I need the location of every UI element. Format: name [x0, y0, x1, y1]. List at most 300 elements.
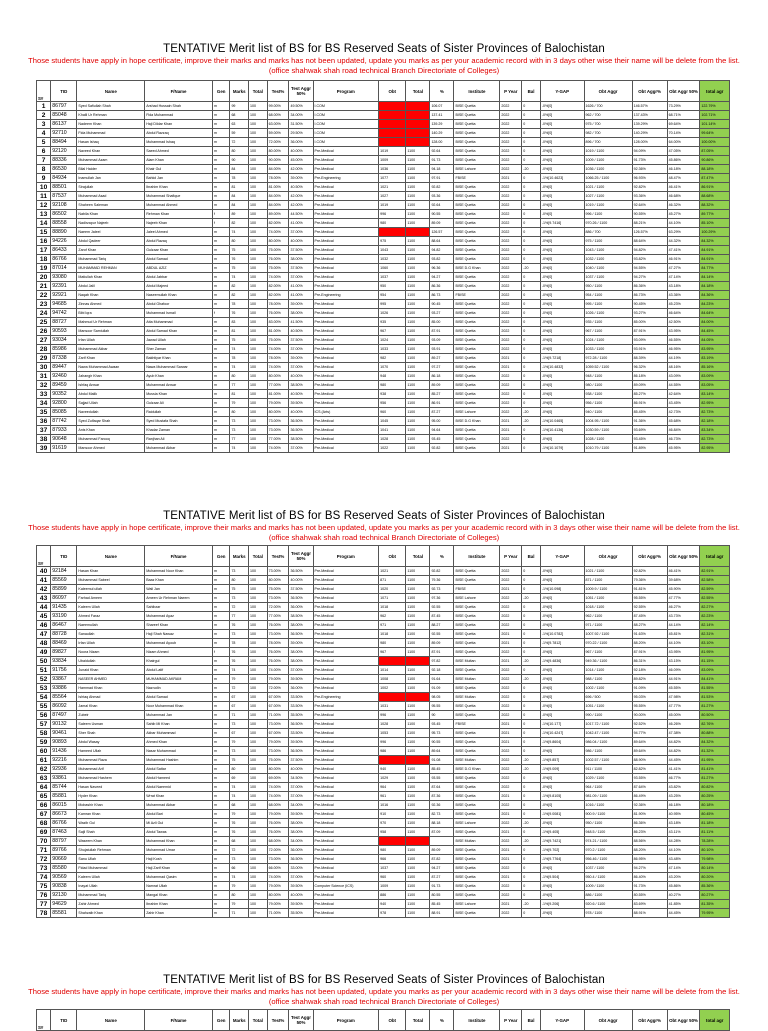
serial-cell: 45: [37, 612, 51, 621]
cell-tid: 86137: [51, 120, 77, 129]
cell-pct: 93.45: [430, 720, 454, 729]
cell-py: 2022: [500, 147, 522, 156]
cell-prog: Pre-Medical: [313, 381, 379, 390]
cell-oa50: 43.82%: [667, 783, 700, 792]
cell-marks: 76: [230, 828, 249, 837]
cell-inst: BISE Quetta: [454, 129, 500, 138]
cell-name: Muhammad Arif: [77, 765, 145, 774]
cell-obt: 1022: [379, 444, 406, 453]
cell-marks: 76: [230, 309, 249, 318]
cell-total: 100: [249, 567, 268, 576]
cell-ygap: -0%[0]: [540, 237, 584, 246]
cell-name: Abdul Wasay: [77, 738, 145, 747]
table-row: [37, 309, 730, 318]
cell-inst: BISE Quetta: [454, 612, 500, 621]
cell-testagr: 40.00%: [289, 408, 313, 417]
cell-ta: 82.76%: [700, 720, 730, 729]
cell-bal: 0: [522, 666, 541, 675]
cell-tot: 1100: [406, 648, 430, 657]
cell-oa: 1021 / 1100: [584, 567, 632, 576]
cell-total: 100: [249, 237, 268, 246]
cell-tid: 88501: [51, 183, 77, 192]
cell-tot: 1100: [406, 855, 430, 864]
cell-ygap: -0%[0]: [540, 228, 584, 237]
cell-ta: 82.91%: [700, 567, 730, 576]
cell-py: 2022: [500, 390, 522, 399]
cell-oa50: 40.27%: [667, 891, 700, 900]
cell-name: Wazib Gul: [77, 819, 145, 828]
table-row: [37, 282, 730, 291]
cell-ygap: -1%[10.098]: [540, 585, 584, 594]
serial-cell: 50: [37, 657, 51, 666]
cell-ta: 82.27%: [700, 603, 730, 612]
cell-py: 2021: [500, 426, 522, 435]
cell-gen: m: [212, 783, 229, 792]
cell-oa50: 48.16%: [667, 363, 700, 372]
cell-test: 72.00%: [267, 684, 289, 693]
cell-py: 2021: [500, 738, 522, 747]
cell-inst: BISE Quetta: [454, 747, 500, 756]
cell-ygap: -1%[10.0782]: [540, 630, 584, 639]
cell-test: 76.00%: [267, 819, 289, 828]
cell-pct: 89.09: [430, 381, 454, 390]
cell-marks: 78: [230, 300, 249, 309]
cell-gen: m: [212, 792, 229, 801]
cell-bal: 0: [522, 138, 541, 147]
notice-line: Those students have apply in hope certificate, improve their marks and marks has not been updated, update you marks as per your academic record with in 3 days other wise their name will be delete from the list.: [28, 523, 740, 532]
cell-tid: 94226: [51, 237, 77, 246]
cell-name: Waseem Khan: [77, 837, 145, 846]
cell-marks: 81: [230, 390, 249, 399]
cell-oap: 87.91%: [632, 327, 667, 336]
cell-py: 2022: [500, 666, 522, 675]
cell-inst: BISE Lahore: [454, 819, 500, 828]
cell-oa: 975 / 700: [584, 120, 632, 129]
cell-prog: Pre-Medical: [313, 444, 379, 453]
cell-test: 68.00%: [267, 801, 289, 810]
cell-prog: Pre-Medical: [313, 255, 379, 264]
cell-inst: BISE Quetta: [454, 111, 500, 120]
cell-inst: FBISE: [454, 174, 500, 183]
cell-obt: 956: [379, 399, 406, 408]
cell-prog: I.COM: [313, 138, 379, 147]
cell-name: Mobashir Khan: [77, 801, 145, 810]
cell-py: 2022: [500, 576, 522, 585]
cell-gen: m: [212, 738, 229, 747]
cell-test: 81.00%: [267, 390, 289, 399]
cell-marks: 81: [230, 327, 249, 336]
cell-oa50: 70.14%: [667, 129, 700, 138]
cell-inst: BISE Quetta: [454, 666, 500, 675]
cell-total: 100: [249, 318, 268, 327]
table-row: [37, 237, 730, 246]
cell-test: 76.00%: [267, 657, 289, 666]
cell-inst: BISE Quetta: [454, 873, 500, 882]
cell-oa: 1043 / 1100: [584, 246, 632, 255]
cell-fname: Alam Khan: [145, 156, 213, 165]
cell-tot: 1100: [406, 810, 430, 819]
cell-pct: 89.09: [430, 846, 454, 855]
cell-bal: 0: [522, 282, 541, 291]
table-row: [37, 900, 730, 909]
cell-ta: 80.27%: [700, 891, 730, 900]
cell-tot: 1100: [406, 891, 430, 900]
cell-fname: Muhammad Ishaq: [145, 138, 213, 147]
cell-prog: Pre-Medical: [313, 675, 379, 684]
cell-tid: 85569: [51, 576, 77, 585]
serial-cell: 36: [37, 417, 51, 426]
cell-inst: BISE Quetta: [454, 120, 500, 129]
cell-ygap: -0%[0]: [540, 246, 584, 255]
cell-obt: [379, 120, 406, 129]
cell-test: 79.00%: [267, 399, 289, 408]
cell-pct: 86.18: [430, 372, 454, 381]
cell-pct: 89.27: [430, 354, 454, 363]
cell-total: 100: [249, 639, 268, 648]
serial-cell: 49: [37, 648, 51, 657]
cell-fname: Muhammad Anwar: [145, 381, 213, 390]
cell-obt: 962: [379, 612, 406, 621]
cell-pct: 85.45: [430, 900, 454, 909]
cell-oa50: 47.14%: [667, 273, 700, 282]
serial-cell: 15: [37, 228, 51, 237]
cell-tid: 94629: [51, 900, 77, 909]
cell-obt: 980: [379, 846, 406, 855]
cell-pct: 79.36: [430, 576, 454, 585]
cell-testagr: 42.00%: [289, 201, 313, 210]
cell-fname: Baaz Khan: [145, 576, 213, 585]
cell-ta: 82.95%: [700, 444, 730, 453]
cell-name: Anis Khan: [77, 426, 145, 435]
cell-inst: BISE Multan: [454, 837, 500, 846]
cell-tid: 85048: [51, 111, 77, 120]
cell-marks: 79: [230, 675, 249, 684]
cell-inst: BISE D.G Khan: [454, 417, 500, 426]
cell-tot: 1100: [406, 846, 430, 855]
cell-testagr: 36.50%: [289, 426, 313, 435]
table-row: [37, 909, 730, 918]
cell-bal: 0: [522, 156, 541, 165]
cell-testagr: 42.00%: [289, 165, 313, 174]
cell-total: 100: [249, 192, 268, 201]
cell-total: 100: [249, 147, 268, 156]
cell-fname: Abdul Ghafoor: [145, 300, 213, 309]
cell-tot: 1100: [406, 390, 430, 399]
cell-oa: 1009 / 1100: [584, 882, 632, 891]
cell-gen: m: [212, 381, 229, 390]
cell-oap: 92.82%: [632, 183, 667, 192]
column-header-ygap: Y-GAP: [540, 546, 584, 567]
cell-fname: ABDUL AZIZ: [145, 264, 213, 273]
cell-marks: 76: [230, 255, 249, 264]
cell-oa50: 47.38%: [667, 729, 700, 738]
cell-test: 82.00%: [267, 282, 289, 291]
cell-py: 2021: [500, 855, 522, 864]
cell-inst: BISE Quetta: [454, 246, 500, 255]
cell-gen: m: [212, 237, 229, 246]
serial-cell: 62: [37, 765, 51, 774]
serial-cell: 60: [37, 747, 51, 756]
cell-fname: Noor Muhammad Khan: [145, 702, 213, 711]
cell-ta: 80.82%: [700, 783, 730, 792]
cell-tid: 94685: [51, 300, 77, 309]
cell-gen: m: [212, 909, 229, 918]
cell-gen: m: [212, 363, 229, 372]
cell-prog: Pre-Engineering: [313, 693, 379, 702]
cell-obt: 978: [379, 909, 406, 918]
cell-fname: Wali Jan: [145, 585, 213, 594]
cell-oa50: 46.32%: [667, 201, 700, 210]
serial-cell: 77: [37, 900, 51, 909]
cell-marks: 84: [230, 192, 249, 201]
cell-bal: 0: [522, 639, 541, 648]
cell-testagr: 38.00%: [289, 657, 313, 666]
cell-test: 74.00%: [267, 444, 289, 453]
column-header-oa50: Obt Aggr 50%: [667, 81, 700, 102]
cell-fname: Muhammad Akbar: [145, 444, 213, 453]
cell-oa: 1030.59 / 1100: [584, 426, 632, 435]
cell-pct: 96.36: [430, 264, 454, 273]
cell-test: 78.00%: [267, 354, 289, 363]
cell-marks: 80: [230, 891, 249, 900]
cell-obt: 980: [379, 381, 406, 390]
cell-ta: 88.32%: [700, 201, 730, 210]
cell-fname: Namrat Ullah: [145, 882, 213, 891]
cell-py: 2022: [500, 318, 522, 327]
cell-ta: 83.95%: [700, 345, 730, 354]
cell-marks: 82: [230, 291, 249, 300]
cell-tid: 90461: [51, 729, 77, 738]
cell-tot: 1100: [406, 363, 430, 372]
cell-oa: 1009 / 1100: [584, 156, 632, 165]
cell-bal: -20: [522, 900, 541, 909]
cell-ta: 84.64%: [700, 309, 730, 318]
cell-total: 100: [249, 873, 268, 882]
cell-inst: BISE Quetta: [454, 783, 500, 792]
cell-py: 2021: [500, 729, 522, 738]
cell-fname: Jawad Ullah: [145, 336, 213, 345]
cell-obt: [379, 129, 406, 138]
cell-inst: FBISE: [454, 720, 500, 729]
table-row: [37, 567, 730, 576]
cell-ygap: -0%[0]: [540, 648, 584, 657]
column-header-tot: Total: [406, 546, 430, 567]
cell-inst: BISE Quetta: [454, 444, 500, 453]
table-row: [37, 648, 730, 657]
cell-gen: m: [212, 345, 229, 354]
cell-oap: 89.82%: [632, 675, 667, 684]
cell-py: 2022: [500, 612, 522, 621]
cell-testagr: 39.50%: [289, 738, 313, 747]
cell-oa: 949.36 / 1100: [584, 657, 632, 666]
cell-obt: 1033: [379, 345, 406, 354]
cell-test: 74.00%: [267, 873, 289, 882]
serial-cell: 35: [37, 408, 51, 417]
cell-testagr: 33.50%: [289, 693, 313, 702]
table-row: [37, 783, 730, 792]
cell-gen: m: [212, 711, 229, 720]
cell-marks: 73: [230, 720, 249, 729]
cell-pct: 87.09: [430, 828, 454, 837]
cell-ta: 81.15%: [700, 657, 730, 666]
cell-pct: [430, 837, 454, 846]
cell-pct: 87.36: [430, 792, 454, 801]
cell-test: 80.00%: [267, 891, 289, 900]
cell-py: 2022: [500, 309, 522, 318]
serial-cell: 30: [37, 363, 51, 372]
cell-tot: 1100: [406, 426, 430, 435]
cell-test: 73.00%: [267, 720, 289, 729]
cell-pct: 97.82: [430, 657, 454, 666]
cell-tot: 1100: [406, 273, 430, 282]
cell-oa50: 44.45%: [667, 909, 700, 918]
cell-tid: 94742: [51, 309, 77, 318]
serial-cell: 47: [37, 630, 51, 639]
cell-obt: 1031: [379, 702, 406, 711]
cell-bal: 0: [522, 363, 541, 372]
cell-ygap: -1%[9.8105]: [540, 792, 584, 801]
table-row: [37, 156, 730, 165]
cell-pct: 93.36: [430, 192, 454, 201]
serial-cell: 8: [37, 165, 51, 174]
cell-total: 100: [249, 354, 268, 363]
cell-ta: 82.73%: [700, 435, 730, 444]
cell-inst: BISE Quetta: [454, 309, 500, 318]
cell-ta: 81.11%: [700, 828, 730, 837]
cell-tot: 1100: [406, 327, 430, 336]
cell-ta: 100.00%: [700, 138, 730, 147]
cell-bal: 0: [522, 390, 541, 399]
cell-tid: 84934: [51, 174, 77, 183]
cell-oa50: 46.09%: [667, 666, 700, 675]
notice-line: (office shahwak shah road technical Branch Directoriate of Colleges): [268, 996, 500, 1006]
cell-tid: 86766: [51, 255, 77, 264]
cell-name: Muhammad Azam: [77, 156, 145, 165]
cell-ygap: -1%[9.857]: [540, 756, 584, 765]
cell-obt: 961: [379, 792, 406, 801]
cell-name: Khalil Ur Rehman: [77, 111, 145, 120]
cell-oap: 86.95%: [632, 855, 667, 864]
cell-testagr: 40.00%: [289, 237, 313, 246]
column-header-name: Name: [77, 546, 145, 567]
cell-oa50: 64.00%: [667, 138, 700, 147]
cell-oa50: 44.28%: [667, 837, 700, 846]
column-header-serial: S#: [37, 81, 51, 102]
cell-tid: 85580: [51, 864, 77, 873]
cell-oap: 91.73%: [632, 882, 667, 891]
cell-testagr: 40.50%: [289, 390, 313, 399]
cell-oa50: 42.50%: [667, 318, 700, 327]
cell-gen: m: [212, 255, 229, 264]
cell-inst: BISE Quetta: [454, 426, 500, 435]
cell-prog: Pre-Medical: [313, 864, 379, 873]
cell-gen: m: [212, 774, 229, 783]
cell-obt: 940: [379, 900, 406, 909]
cell-pct: 97.91: [430, 174, 454, 183]
cell-total: 100: [249, 738, 268, 747]
cell-prog: Pre-Medical: [313, 336, 379, 345]
cell-oa50: 44.10%: [667, 219, 700, 228]
column-header-name: Name: [77, 81, 145, 102]
cell-oa50: 40.95%: [667, 810, 700, 819]
cell-prog: Pre-Medical: [313, 846, 379, 855]
cell-oap: 94.09%: [632, 147, 667, 156]
cell-total: 100: [249, 120, 268, 129]
cell-ta: 83.19%: [700, 354, 730, 363]
cell-testagr: 37.00%: [289, 666, 313, 675]
cell-obt: 1027: [379, 192, 406, 201]
cell-pct: 88.64: [430, 237, 454, 246]
cell-testagr: 37.50%: [289, 756, 313, 765]
cell-ygap: -1%[9.7421]: [540, 837, 584, 846]
table-row: [37, 129, 730, 138]
serial-cell: 74: [37, 873, 51, 882]
table-row: [37, 444, 730, 453]
cell-gen: f: [212, 219, 229, 228]
cell-test: 78.00%: [267, 174, 289, 183]
cell-obt: 1008: [379, 675, 406, 684]
cell-prog: Pre-Medical: [313, 855, 379, 864]
cell-test: 82.00%: [267, 219, 289, 228]
cell-testagr: 38.00%: [289, 621, 313, 630]
cell-py: 2022: [500, 372, 522, 381]
cell-testagr: 42.00%: [289, 192, 313, 201]
cell-oa: 1004.95 / 1100: [584, 417, 632, 426]
cell-prog: I.COM: [313, 102, 379, 111]
cell-tid: 92460: [51, 372, 77, 381]
cell-prog: Pre-Medical: [313, 639, 379, 648]
cell-oa50: 46.41%: [667, 183, 700, 192]
cell-inst: BISE Quetta: [454, 201, 500, 210]
cell-test: 75.00%: [267, 756, 289, 765]
cell-ygap: -0%[0]: [540, 783, 584, 792]
cell-ta: 82.59%: [700, 585, 730, 594]
cell-bal: 0: [522, 810, 541, 819]
table-row: [37, 192, 730, 201]
cell-bal: 0: [522, 630, 541, 639]
cell-py: 2022: [500, 435, 522, 444]
cell-oap: 88.64%: [632, 237, 667, 246]
cell-bal: 0: [522, 585, 541, 594]
cell-name: Zinnas Ahmed: [77, 300, 145, 309]
cell-gen: m: [212, 855, 229, 864]
cell-obt: 935: [379, 318, 406, 327]
notice-line: (office shahwak shah road technical Branch Directoriate of Colleges): [268, 65, 500, 75]
cell-test: 78.00%: [267, 300, 289, 309]
table-row: [37, 621, 730, 630]
cell-oap: 96.32%: [632, 363, 667, 372]
cell-gen: m: [212, 201, 229, 210]
serial-cell: 65: [37, 792, 51, 801]
cell-oap: 86.36%: [632, 819, 667, 828]
cell-tot: 1100: [406, 282, 430, 291]
cell-py: 2022: [500, 675, 522, 684]
cell-py: 2022: [500, 246, 522, 255]
cell-tot: 1100: [406, 264, 430, 273]
cell-bal: 0: [522, 792, 541, 801]
cell-prog: Pre-Medical: [313, 372, 379, 381]
cell-fname: Muhammad Qasim: [145, 873, 213, 882]
cell-prog: Pre-Medical: [313, 273, 379, 282]
table-row: [37, 399, 730, 408]
serial-cell: 3: [37, 120, 51, 129]
cell-py: 2021: [500, 417, 522, 426]
cell-ygap: -1%[10.0465]: [540, 417, 584, 426]
cell-prog: Pre-Medical: [313, 228, 379, 237]
cell-gen: m: [212, 417, 229, 426]
cell-prog: Pre-Medical: [313, 210, 379, 219]
cell-oa50: 47.41%: [667, 246, 700, 255]
